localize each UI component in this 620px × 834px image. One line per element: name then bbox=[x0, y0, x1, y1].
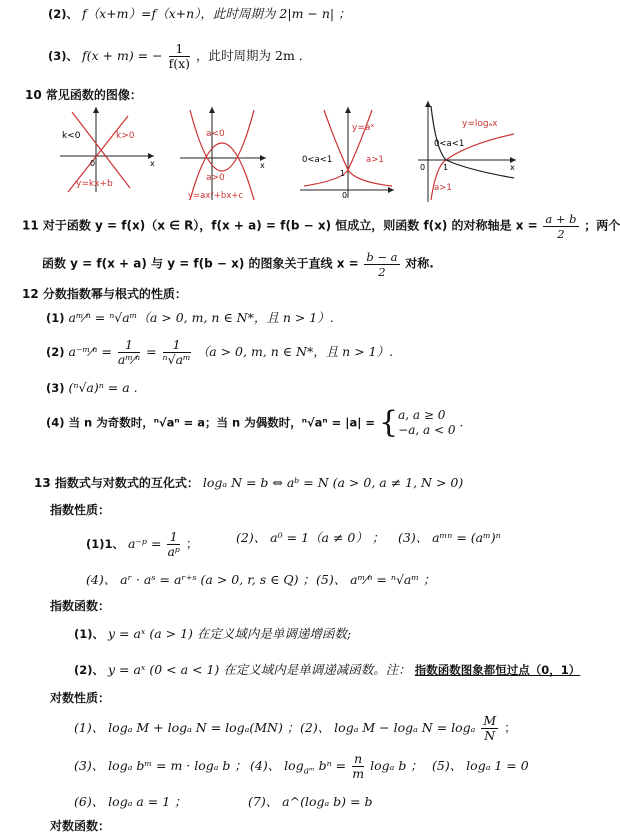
fraction-denominator: m bbox=[352, 766, 365, 781]
formula-text: y = aˣ (0 < a < 1) 在定义域内是单调递减函数。注： bbox=[108, 662, 411, 677]
item-label: (1)、 bbox=[74, 627, 105, 641]
section-11-line-2 bbox=[42, 250, 434, 279]
item-label: (2) bbox=[46, 345, 65, 359]
linear-function-graph bbox=[58, 104, 158, 194]
note-text: 指数函数图象都恒过点（0，1） bbox=[414, 663, 581, 677]
label-a-greater-1: a>1 bbox=[434, 183, 452, 193]
formula-text: f（x+m）=f（x+n），此时周期为 2|m − n| ； bbox=[82, 6, 351, 21]
formula-lhs: f(x + m) = − bbox=[82, 48, 163, 63]
property-12-2 bbox=[46, 338, 393, 367]
log-funcs-heading: 对数函数： bbox=[50, 819, 111, 833]
y-arrow bbox=[93, 107, 99, 113]
x-label: x bbox=[510, 163, 515, 172]
log-prop-3: (3)、 logₐ bᵐ = m · logₐ b ； bbox=[74, 758, 247, 773]
label-a-negative: a<0 bbox=[206, 129, 225, 139]
section-13-title: 13 指数式与对数式的互化式： bbox=[34, 476, 199, 490]
log-props-heading: 对数性质： bbox=[50, 691, 111, 705]
fraction bbox=[352, 752, 364, 781]
y-arrow bbox=[345, 107, 351, 113]
exp-prop-4: (4)、 aʳ · aˢ = aʳ⁺ˢ (a > 0, r, s ∈ Q) ； bbox=[86, 572, 315, 587]
fraction bbox=[364, 250, 399, 279]
fraction-numerator: 1 bbox=[167, 530, 179, 545]
x-label: x bbox=[260, 161, 265, 170]
exp-prop-1 bbox=[86, 530, 198, 559]
case-2: −a, a < 0 bbox=[398, 423, 456, 437]
label-0-a-1: 0<a<1 bbox=[302, 155, 333, 165]
fraction-denominator: 2 bbox=[557, 227, 565, 241]
separator: ； bbox=[504, 720, 517, 735]
formula-lhs: a⁻ᵐ⁄ⁿ = bbox=[68, 344, 112, 359]
property-12-4 bbox=[46, 405, 464, 440]
fraction-denominator: N bbox=[484, 728, 496, 743]
fraction-numerator: b − a bbox=[366, 250, 398, 264]
fraction-denominator: aᵐ⁄ⁿ bbox=[117, 352, 141, 367]
section-11-text-b: ；两个 bbox=[584, 218, 620, 233]
fraction-denominator: f(x) bbox=[168, 56, 191, 71]
formula-text: 当 n 为奇数时，ⁿ√aⁿ = a；当 n 为偶数时，ⁿ√aⁿ = |a| = bbox=[68, 415, 376, 430]
item-label: (2)、 bbox=[48, 7, 79, 21]
formula-mid: bⁿ = bbox=[318, 758, 347, 773]
exp-func-1 bbox=[74, 626, 351, 642]
fraction-denominator: ⁿ√aᵐ bbox=[162, 352, 191, 367]
section-11-text-a: 11 对于函数 y = f(x)（x ∈ R），f(x + a) = f(b − x) 恒成立，则函数 f(x) 的对称轴是 x = bbox=[22, 218, 538, 233]
formula-lhs: a⁻ᵖ = bbox=[128, 536, 162, 551]
y-arrow bbox=[209, 107, 215, 113]
label-a-greater-1: a>1 bbox=[366, 155, 384, 165]
fraction bbox=[163, 338, 191, 367]
x-label: x bbox=[150, 159, 155, 168]
label-equation: y=kx+b bbox=[76, 179, 113, 189]
item-label: (4) bbox=[46, 415, 65, 430]
fraction-numerator: 1 bbox=[169, 42, 190, 57]
log-prop-4 bbox=[250, 752, 423, 781]
exp-prop-2: (2)、 a⁰ = 1（a ≠ 0） ； bbox=[236, 530, 385, 545]
origin-label: 0 bbox=[420, 163, 426, 172]
section-10-title: 10 常见函数的图像： bbox=[25, 88, 142, 102]
exponential-function-graph bbox=[298, 104, 398, 200]
section-11-line-1 bbox=[22, 212, 620, 241]
condition-text: （a > 0, m, n ∈ N*，且 n > 1）. bbox=[196, 344, 394, 359]
logarithmic-function-graph bbox=[416, 98, 520, 204]
item-label: (3)、 bbox=[48, 49, 79, 63]
label-k-positive: k>0 bbox=[116, 131, 135, 141]
item-label: (1) bbox=[46, 311, 65, 325]
formula-text: aᵐ⁄ⁿ = ⁿ√aᵐ（a > 0, m, n ∈ N*，且 n > 1）. bbox=[68, 310, 334, 325]
log-prop-7: (7)、 a^(logₐ b) = b bbox=[248, 794, 373, 809]
exp-prop-5: (5)、 aᵐ⁄ⁿ = ⁿ√aᵐ ； bbox=[316, 572, 436, 587]
fraction-denominator: 2 bbox=[378, 265, 386, 279]
section-11-text-c: 函数 y = f(x + a) 与 y = f(b − x) 的图象关于直线 x = bbox=[42, 256, 359, 271]
item-label: (3) bbox=[46, 381, 65, 395]
fraction-numerator: a + b bbox=[545, 212, 577, 226]
period-line-2 bbox=[48, 6, 351, 22]
fraction bbox=[167, 530, 179, 559]
fraction bbox=[118, 338, 140, 367]
fraction-numerator: n bbox=[354, 751, 363, 766]
equals-sign: = bbox=[146, 344, 157, 359]
section-12-title: 12 分数指数幂与根式的性质： bbox=[22, 287, 187, 301]
origin-label: 0 bbox=[342, 191, 348, 200]
formula-text: (ⁿ√a)ⁿ = a . bbox=[68, 380, 138, 395]
separator: ； bbox=[185, 536, 199, 551]
item-label: (2)、 bbox=[74, 663, 105, 677]
fraction bbox=[481, 714, 498, 743]
label-k-negative: k<0 bbox=[62, 131, 81, 141]
exp-func-2 bbox=[74, 662, 580, 678]
formula-rest: logₐ b ； bbox=[370, 758, 423, 773]
label-a-positive: a>0 bbox=[206, 173, 225, 183]
log-prop-1: (1)、 logₐ M + logₐ N = logₐ(MN) ； bbox=[74, 720, 300, 735]
label-one: 1 bbox=[340, 169, 346, 178]
item-label: (1)1、 bbox=[86, 537, 125, 551]
exp-funcs-heading: 指数函数： bbox=[50, 599, 111, 613]
label-equation: y=logₐx bbox=[462, 119, 498, 129]
log-prop-5: (5)、 logₐ 1 = 0 bbox=[432, 758, 529, 773]
log-prop-2 bbox=[300, 714, 517, 743]
brace: { bbox=[379, 405, 399, 440]
period-line-3 bbox=[48, 42, 311, 71]
property-12-1 bbox=[46, 310, 334, 326]
exp-prop-3: (3)、 aᵐⁿ = (aᵐ)ⁿ bbox=[398, 530, 501, 545]
label-equation: y=aˣ bbox=[352, 123, 375, 133]
parabola-up bbox=[190, 110, 254, 171]
conversion-formula: logₐ N = b ⇔ aᵇ = N (a > 0, a ≠ 1, N > 0) bbox=[202, 475, 464, 490]
log-base: aᵐ bbox=[303, 766, 315, 777]
section-13-line bbox=[34, 475, 463, 491]
section-11-text-d: 对称. bbox=[405, 256, 434, 271]
fraction-denominator: aᵖ bbox=[167, 544, 180, 559]
quadratic-function-graph bbox=[178, 104, 270, 204]
property-12-3 bbox=[46, 380, 138, 396]
fraction-numerator: M bbox=[483, 713, 497, 728]
label-equation: y=ax²+bx+c bbox=[188, 191, 244, 201]
cases bbox=[398, 408, 455, 438]
formula-lhs: (4)、 log bbox=[250, 758, 304, 773]
x-arrow bbox=[388, 187, 394, 193]
fraction-numerator: 1 bbox=[163, 338, 191, 353]
period: . bbox=[459, 414, 464, 430]
fraction-numerator: 1 bbox=[118, 338, 140, 353]
y-arrow bbox=[425, 101, 431, 107]
origin-label: 0 bbox=[90, 159, 96, 168]
label-one: 1 bbox=[443, 163, 449, 172]
fraction bbox=[543, 212, 578, 241]
case-1: a, a ≥ 0 bbox=[398, 408, 446, 422]
formula-rest: ，此时周期为 2m ． bbox=[196, 48, 312, 63]
label-0-a-1: 0<a<1 bbox=[434, 139, 465, 149]
fraction bbox=[169, 42, 190, 71]
log-prop-6: (6)、 logₐ a = 1 ； bbox=[74, 794, 187, 809]
exp-props-heading: 指数性质： bbox=[50, 503, 111, 517]
formula-text: y = aˣ (a > 1) 在定义域内是单调递增函数; bbox=[108, 626, 352, 641]
formula-lhs: (2)、 logₐ M − logₐ N = logₐ bbox=[300, 720, 476, 735]
